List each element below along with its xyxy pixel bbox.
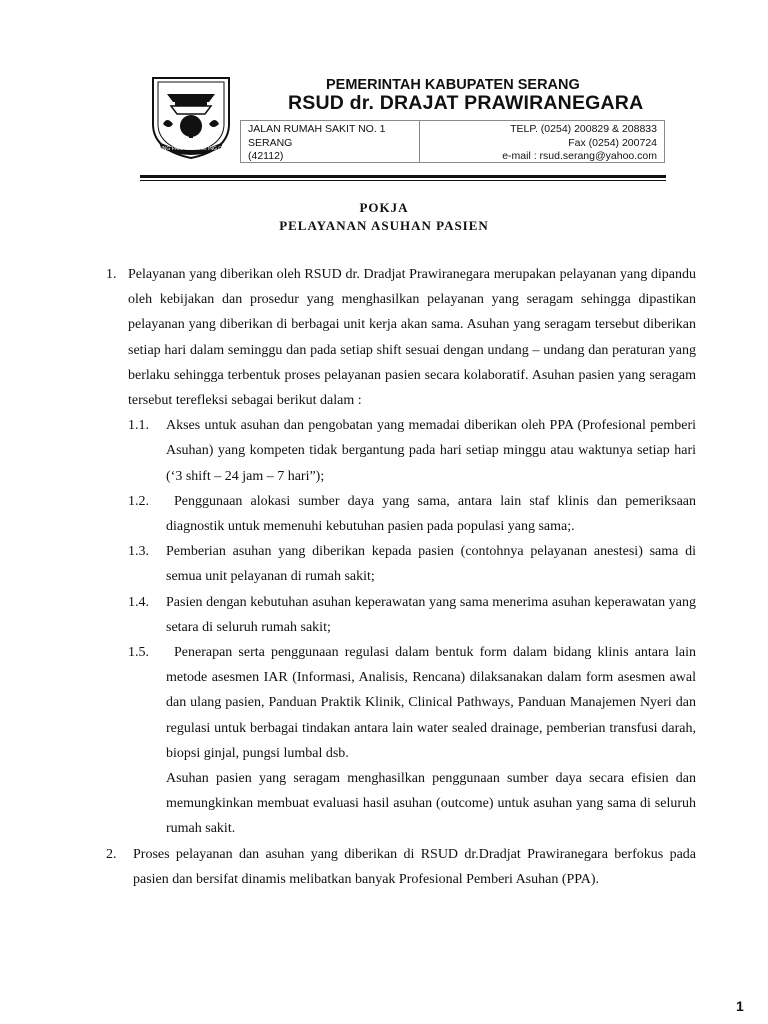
- item-text: Penerapan serta penggunaan regulasi dalam bentuk form dalam bidang klinis antara lain metode asesmen IAR (Informasi, Analisis, Rencana) dilaksanakan dalam form asesmen awal dan ulang pasien, Panduan Praktik Klinik, Clinical Pathways, Panduan Manajemen Nyeri dan regulasi untuk berbagai tindakan antara lain water sealed drainage, pemberian transfusi darah, biopsi ginjal, pungsi lumbal dsb.: [166, 645, 696, 761]
- item-text: Pelayanan yang diberikan oleh RSUD dr. Dradjat Prawiranegara merupakan pelayanan yang dipandu oleh kebijakan dan prosedur yang menghasilkan pelayanan yang seragam sehingga dipastikan pelayanan yang diberikan di berbagai unit kerja akan sama. Asuhan yang seragam tersebut diberikan setiap hari dalam seminggu dan pada setiap shift sesuai dengan undang – undang dan peraturan yang berlaku sehingga terbentuk proses pelayanan pasien secara kolaboratif. Asuhan pasien yang seragam tersebut terefleksi sebagai berikut dalam :: [128, 267, 696, 409]
- phone-number: TELP. (0254) 200829 & 208833: [510, 123, 657, 135]
- regency-seal-icon: [145, 72, 237, 160]
- sub-list-item: [106, 640, 696, 766]
- sub-list-item: [106, 489, 696, 539]
- header-rule-thick: [140, 175, 666, 178]
- item-number: 1.1.: [128, 418, 149, 434]
- item-text: Pemberian asuhan yang diberikan kepada pasien (contohnya pelayanan anestesi) sama di semua unit pelayanan di rumah sakit;: [166, 544, 696, 585]
- hospital-name: RSUD dr. DRAJAT PRAWIRANEGARA: [288, 92, 644, 114]
- item-number: 1.: [106, 267, 117, 282]
- address-street: JALAN RUMAH SAKIT NO. 1: [248, 123, 386, 135]
- doc-title-line1: POKJA: [359, 200, 409, 215]
- page-number: 1: [736, 998, 744, 1014]
- item-number: 1.2.: [128, 493, 149, 509]
- contact-block: [502, 123, 657, 164]
- item-number: 1.4.: [128, 594, 149, 610]
- list-item: [106, 842, 696, 892]
- sub-list-item: [106, 539, 696, 589]
- sub-list-item: [106, 413, 696, 489]
- address-box: [240, 120, 665, 163]
- item-number: 1.5.: [128, 645, 149, 661]
- government-name: PEMERINTAH KABUPATEN SERANG: [326, 77, 580, 93]
- address-divider: [419, 121, 420, 162]
- item-text: Penggunaan alokasi sumber daya yang sama, antara lain staf klinis dan pemeriksaan diagnostik untuk memenuhi kebutuhan pasien pada populasi yang sama;.: [166, 493, 696, 535]
- header-rule-thin: [140, 180, 666, 181]
- address-city: SERANG: [248, 136, 293, 149]
- doc-title-line2: PELAYANAN ASUHAN PASIEN: [279, 218, 489, 233]
- sub-list-item: [106, 590, 696, 640]
- item-number: 1.3.: [128, 544, 149, 560]
- item-number: 2.: [106, 846, 117, 862]
- item-text: Pasien dengan kebutuhan asuhan keperawatan yang sama menerima asuhan keperawatan yang setara di seluruh rumah sakit;: [166, 594, 696, 635]
- document-body: [106, 262, 696, 892]
- fax-number: Fax (0254) 200724: [568, 136, 657, 149]
- seal-motto: SEPI ING PAMRIH RAME ING GAWE: [148, 146, 234, 152]
- item-text: Akses untuk asuhan dan pengobatan yang memadai diberikan oleh PPA (Profesional pemberi Asuhan) yang kompeten tidak bergantung pada hari setiap minggu atau waktunya setiap hari (‘3 shift – 24 jam – 7 hari”);: [166, 418, 696, 484]
- list-item: [106, 262, 696, 413]
- item-text: Proses pelayanan dan asuhan yang diberikan di RSUD dr.Dradjat Prawiranegara berfokus pada pasien dan bersifat dinamis melibatkan banyak Profesional Pemberi Asuhan (PPA).: [133, 846, 696, 887]
- summary-paragraph: Asuhan pasien yang seragam menghasilkan penggunaan sumber daya secara efisien dan memungkinkan membuat evaluasi hasil asuhan (outcome) untuk asuhan yang sama di seluruh rumah sakit.: [166, 771, 696, 837]
- address-block: [248, 123, 386, 164]
- address-postcode: (42112): [248, 150, 284, 162]
- email-address: e-mail : rsud.serang@yahoo.com: [502, 150, 657, 162]
